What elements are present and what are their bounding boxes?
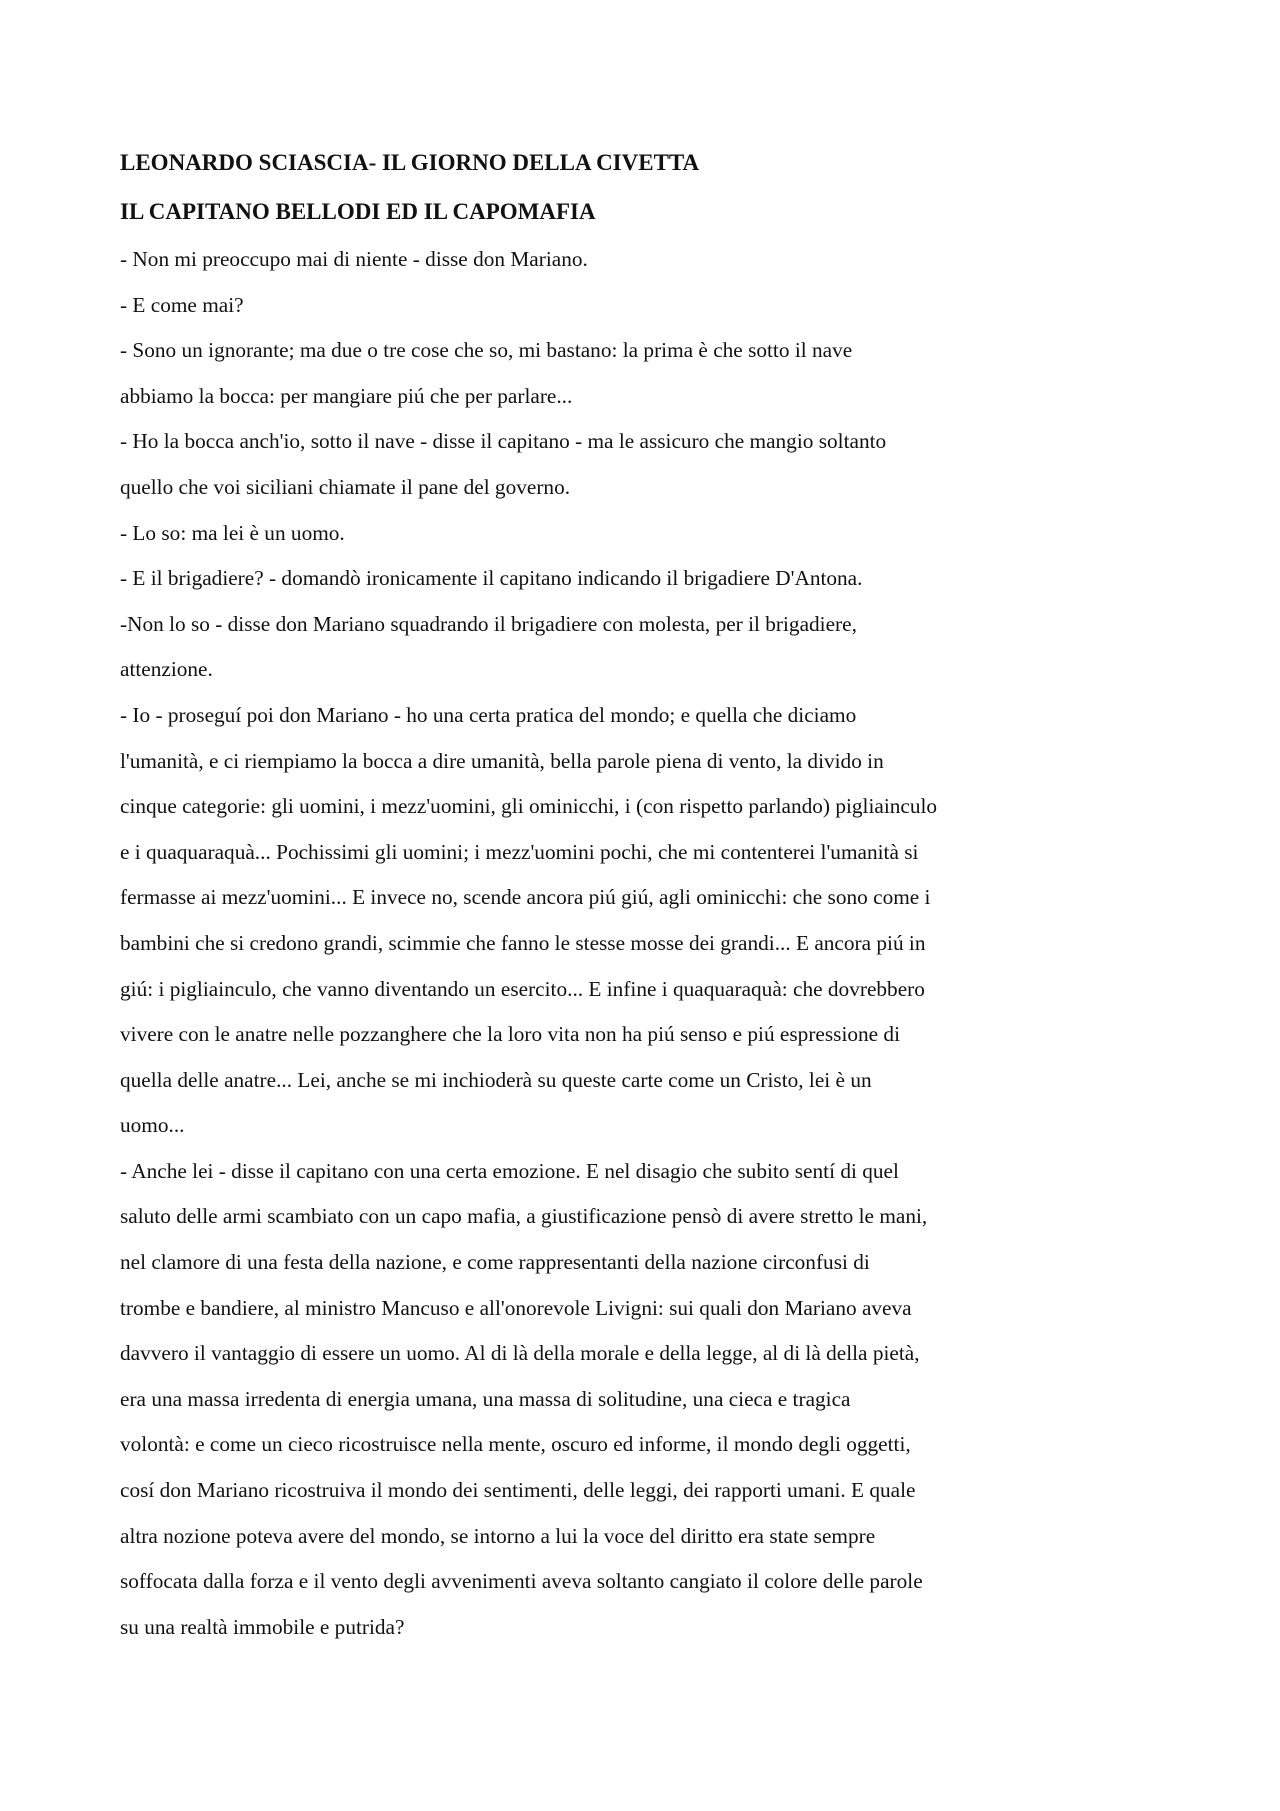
text-line: l'umanità, e ci riempiamo la bocca a dire umanità, bella parole piena di vento, la divido in bbox=[120, 748, 884, 773]
text-line: trombe e bandiere, al ministro Mancuso e all'onorevole Livigni: sui quali don Mariano aveva bbox=[120, 1295, 912, 1320]
text-line: cinque categorie: gli uomini, i mezz'uomini, gli ominicchi, i (con rispetto parlando) pigliainculo bbox=[120, 794, 938, 819]
text-line: e i quaquaraquà... Pochissimi gli uomini; i mezz'uomini pochi, che mi contenterei l'umanità si bbox=[120, 839, 919, 864]
text-column bbox=[120, 148, 1040, 1650]
text-line: giú: i pigliainculo, che vanno diventando un esercito... E infine i quaquaraquà: che dovrebbero bbox=[120, 976, 925, 1001]
text-line: davvero il vantaggio di essere un uomo. Al di là della morale e della legge, al di là della pietà, bbox=[120, 1341, 920, 1366]
text-line: - Ho la bocca anch'io, sotto il nave - disse il capitano - ma le assicuro che mangio soltanto bbox=[120, 429, 887, 454]
text-line: uomo... bbox=[120, 1113, 185, 1138]
text-line: - Non mi preoccupo mai di niente - disse don Mariano. bbox=[120, 247, 588, 271]
text-line: altra nozione poteva avere del mondo, se intorno a lui la voce del diritto era state sempre bbox=[120, 1523, 876, 1548]
text-line: quella delle anatre... Lei, anche se mi inchioderà su queste carte come un Cristo, lei è un bbox=[120, 1067, 872, 1092]
text-line: bambini che si credono grandi, scimmie che fanno le stesse mosse dei grandi... E ancora piú in bbox=[120, 930, 926, 955]
text-line: quello che voi siciliani chiamate il pane del governo. bbox=[120, 474, 571, 499]
text-line: su una realtà immobile e putrida? bbox=[120, 1614, 405, 1639]
text-line: cosí don Mariano ricostruiva il mondo dei sentimenti, delle leggi, dei rapporti umani. E quale bbox=[120, 1478, 916, 1503]
text-line: -Non lo so - disse don Mariano squadrando il brigadiere con molesta, per il brigadiere, bbox=[120, 611, 857, 636]
text-line: - Anche lei - disse il capitano con una certa emozione. E nel disagio che subito sentí di quel bbox=[120, 1158, 899, 1183]
text-line: volontà: e come un cieco ricostruisce nella mente, oscuro ed informe, il mondo degli oggetti, bbox=[120, 1432, 911, 1457]
text-line: attenzione. bbox=[120, 657, 213, 682]
text-line: nel clamore di una festa della nazione, e come rappresentanti della nazione circonfusi di bbox=[120, 1250, 870, 1275]
text-line: - Io - proseguí poi don Mariano - ho una certa pratica del mondo; e quella che diciamo bbox=[120, 702, 857, 727]
text-line: - E come mai? bbox=[120, 292, 244, 317]
text-line: abbiamo la bocca: per mangiare piú che per parlare... bbox=[120, 383, 573, 408]
text-line: era una massa irredenta di energia umana, una massa di solitudine, una cieca e tragica bbox=[120, 1386, 851, 1411]
document-subtitle: IL CAPITANO BELLODI ED IL CAPOMAFIA bbox=[120, 199, 596, 224]
text-line: vivere con le anatre nelle pozzanghere che la loro vita non ha piú senso e piú espressione di bbox=[120, 1022, 900, 1047]
document-body bbox=[120, 237, 1040, 1650]
text-line: soffocata dalla forza e il vento degli avvenimenti aveva soltanto cangiato il colore delle parole bbox=[120, 1569, 923, 1594]
document-title: LEONARDO SCIASCIA- IL GIORNO DELLA CIVETTA bbox=[120, 150, 700, 175]
text-line: - Sono un ignorante; ma due o tre cose che so, mi bastano: la prima è che sotto il nave bbox=[120, 338, 853, 363]
text-line: - E il brigadiere? - domandò ironicamente il capitano indicando il brigadiere D'Antona. bbox=[120, 566, 863, 591]
text-line: - Lo so: ma lei è un uomo. bbox=[120, 520, 345, 545]
text-line: saluto delle armi scambiato con un capo mafia, a giustificazione pensò di avere stretto le mani, bbox=[120, 1204, 928, 1229]
text-line: fermasse ai mezz'uomini... E invece no, scende ancora piú giú, agli ominicchi: che sono come i bbox=[120, 885, 931, 910]
